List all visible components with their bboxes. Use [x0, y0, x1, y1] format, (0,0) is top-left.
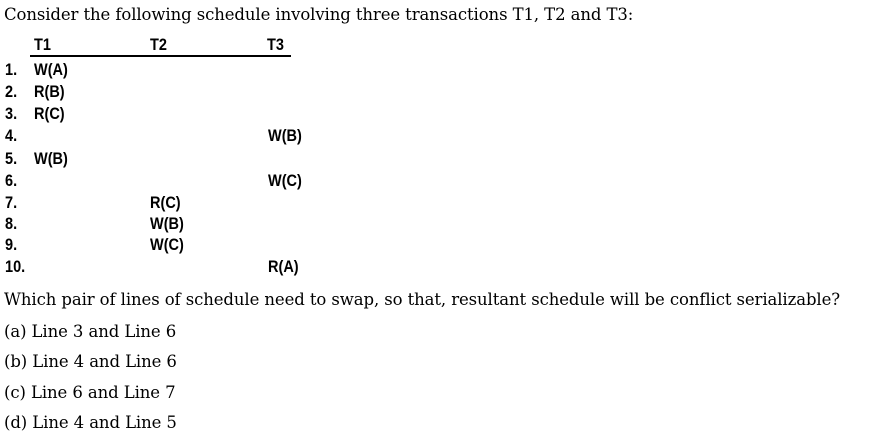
line-number: 8.: [5, 215, 18, 233]
line-number: 4.: [5, 127, 18, 145]
option-a: (a) Line 3 and Line 6: [4, 322, 177, 341]
line-number: 6.: [5, 172, 18, 190]
t2-operation: R(C): [150, 194, 181, 212]
header-t3: T3: [267, 36, 284, 54]
question-text: Consider the following schedule involving three transactions T1, T2 and T3:: [4, 5, 634, 24]
header-t1: T1: [34, 36, 51, 54]
t2-operation: W(C): [150, 236, 184, 254]
t1-operation: W(A): [34, 61, 68, 79]
t3-operation: R(A): [268, 258, 299, 276]
t3-operation: W(B): [268, 127, 302, 145]
option-b: (b) Line 4 and Line 6: [4, 352, 177, 371]
line-number: 3.: [5, 105, 18, 123]
t1-operation: R(C): [34, 105, 65, 123]
t3-operation: W(C): [268, 172, 302, 190]
line-number: 9.: [5, 236, 18, 254]
header-underline: [30, 55, 291, 57]
t2-operation: W(B): [150, 215, 184, 233]
option-c: (c) Line 6 and Line 7: [4, 383, 176, 402]
t1-operation: R(B): [34, 83, 65, 101]
option-d: (d) Line 4 and Line 5: [4, 413, 177, 432]
line-number: 7.: [5, 194, 18, 212]
line-number: 2.: [5, 83, 18, 101]
line-number: 5.: [5, 150, 18, 168]
header-t2: T2: [150, 36, 167, 54]
line-number: 1.: [5, 61, 18, 79]
line-number: 10.: [5, 258, 26, 276]
prompt-text: Which pair of lines of schedule need to swap, so that, resultant schedule will be conflict serializable?: [4, 290, 840, 309]
t1-operation: W(B): [34, 150, 68, 168]
